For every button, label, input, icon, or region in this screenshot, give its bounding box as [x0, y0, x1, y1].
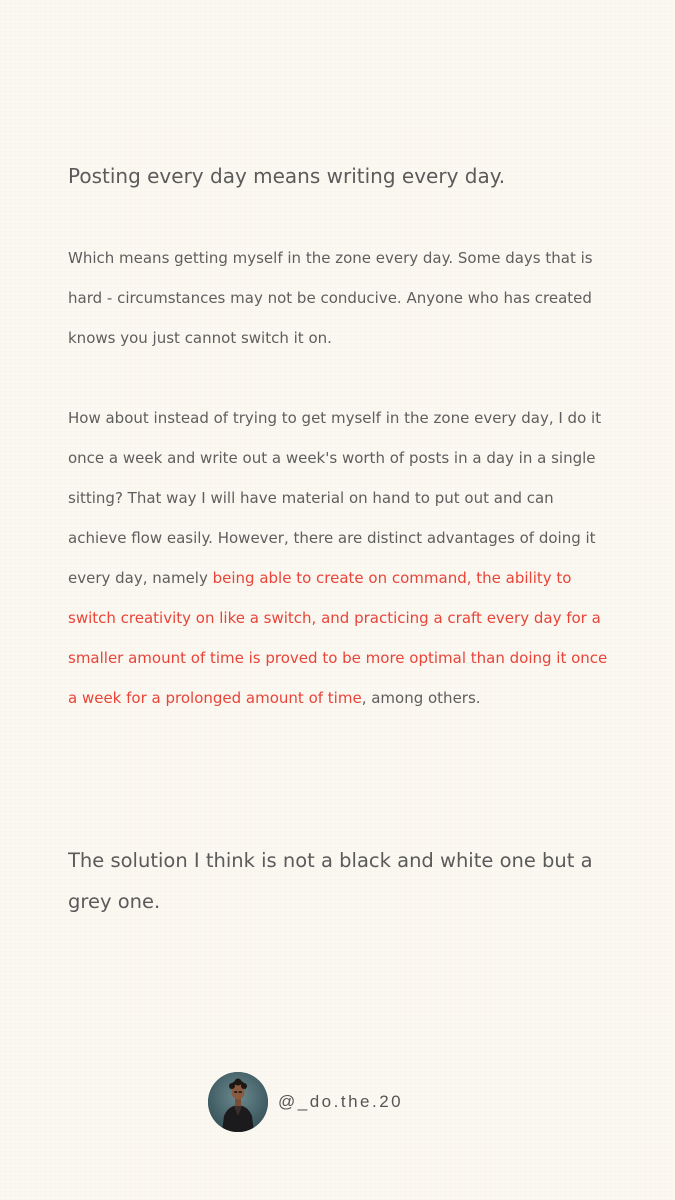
highlighted-text: being able to create on command, the ability to switch creativity on like a switch, and practicing a craft every day for a smaller amount of time is proved to be more optimal than doing it once a week for a prolonged amount of time: [68, 569, 608, 707]
paragraph-body-text: How about instead of trying to get myself in the zone every day, I do it once a week and write out a week's worth of posts in a day in a single sitting? That way I will have material on hand to put out and can achieve flow easily. However, there are distinct advantages of doing it every day, namely: [68, 409, 602, 587]
avatar: [208, 1072, 268, 1132]
author-signature: [208, 1072, 403, 1132]
post-title: Posting every day means writing every day.: [68, 164, 506, 188]
paragraph-body: [68, 398, 613, 718]
paragraph-body-ending: , among others.: [361, 689, 481, 707]
author-handle: @_do.the.20: [278, 1092, 404, 1111]
conclusion-text: The solution I think is not a black and white one but a grey one.: [68, 849, 593, 913]
paragraph-intro: Which means getting myself in the zone every day. Some days that is hard - circumstances may not be conducive. Anyone who has created knows you just cannot switch it on.: [68, 249, 593, 347]
